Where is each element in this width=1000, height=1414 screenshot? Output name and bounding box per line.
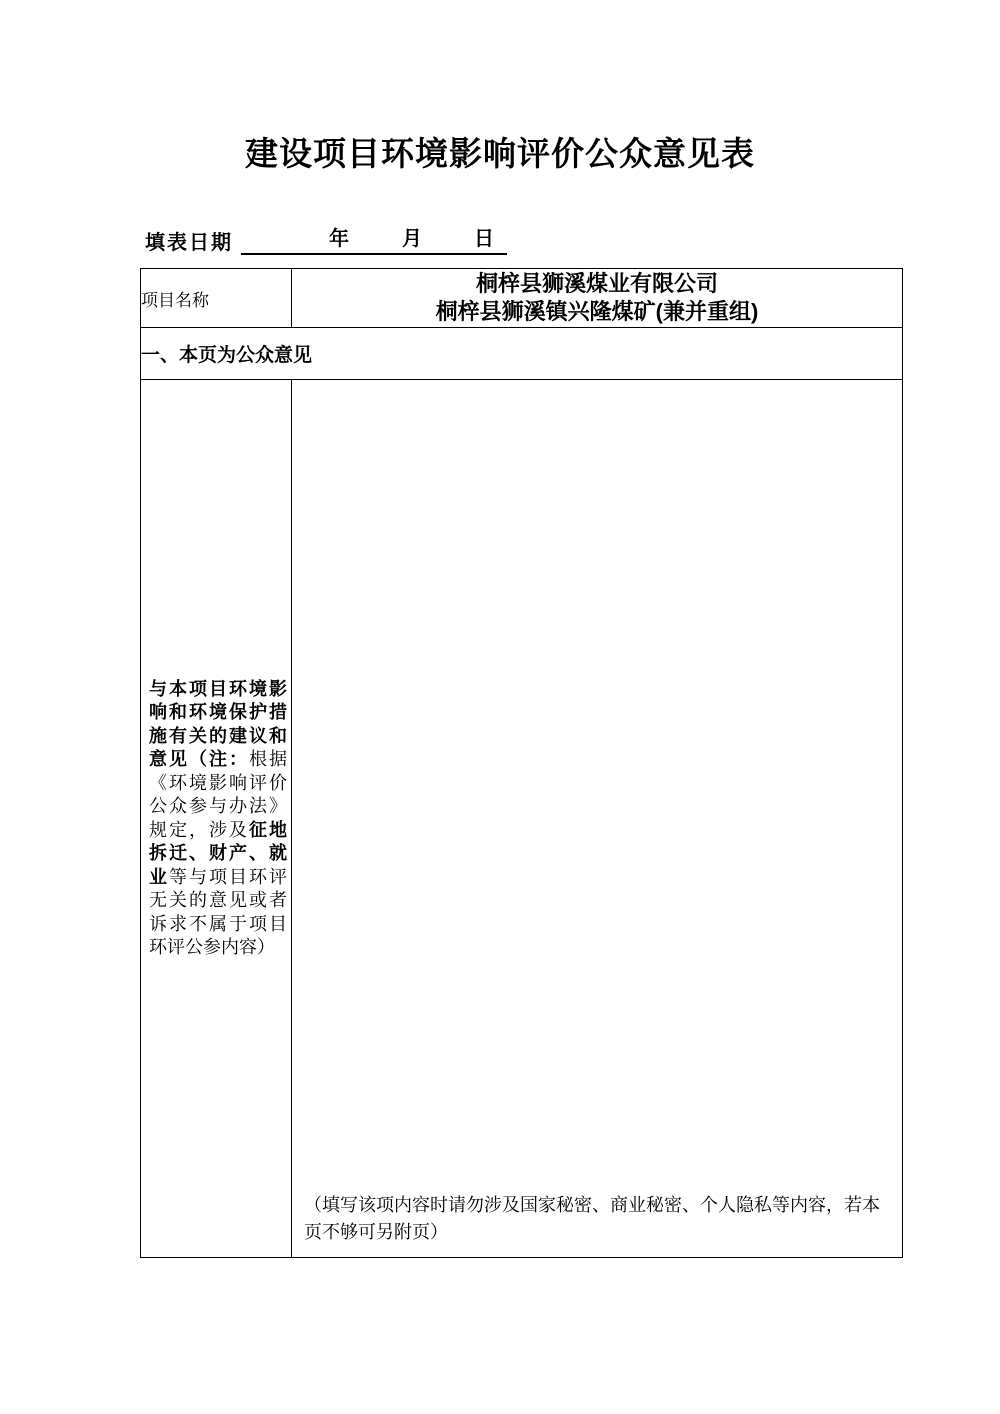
project-name-label: 项目名称 — [141, 269, 292, 328]
fill-date-label: 填表日期 — [145, 232, 233, 254]
project-name-line2: 桐梓县狮溪镇兴隆煤矿(兼并重组) — [435, 299, 759, 324]
project-name-line1: 桐梓县狮溪煤业有限公司 — [475, 271, 718, 296]
year-blank-field[interactable] — [241, 230, 329, 250]
project-name-row — [141, 269, 903, 328]
month-unit-label: 月 — [402, 228, 422, 250]
opinion-input-cell — [292, 380, 903, 1258]
month-blank-field[interactable] — [349, 230, 402, 250]
opinion-row — [141, 380, 903, 1258]
day-unit-label: 日 — [474, 228, 494, 250]
opinion-privacy-note: （填写该项内容时请勿涉及国家秘密、商业秘密、个人隐私等内容，若本页不够可另附页） — [304, 1195, 880, 1242]
section-header: 一、本页为公众意见 — [141, 328, 903, 380]
year-unit-label: 年 — [329, 228, 349, 250]
day-blank-field[interactable] — [422, 230, 474, 250]
date-underline-trail — [494, 230, 507, 250]
opinion-write-area[interactable] — [292, 380, 902, 1192]
page-title: 建设项目环境影响评价公众意见表 — [245, 135, 755, 172]
opinion-cell-inner — [292, 380, 902, 1254]
opinion-form-table — [140, 268, 903, 1258]
fill-date-blanks — [241, 228, 507, 255]
fill-date-line — [145, 226, 507, 255]
opinion-label-cell — [141, 380, 292, 1258]
opinion-label-text: 与本项目环境影响和环境保护措施有关的建议和意见（注：根据《环境影响评价公众参与办法》规定，涉及征地拆迁、财产、就业等与项目环评无关的意见或者诉求不属于项目环评公参内容） — [149, 678, 287, 957]
section-header-row — [141, 328, 903, 380]
project-name-value-cell — [292, 269, 903, 328]
